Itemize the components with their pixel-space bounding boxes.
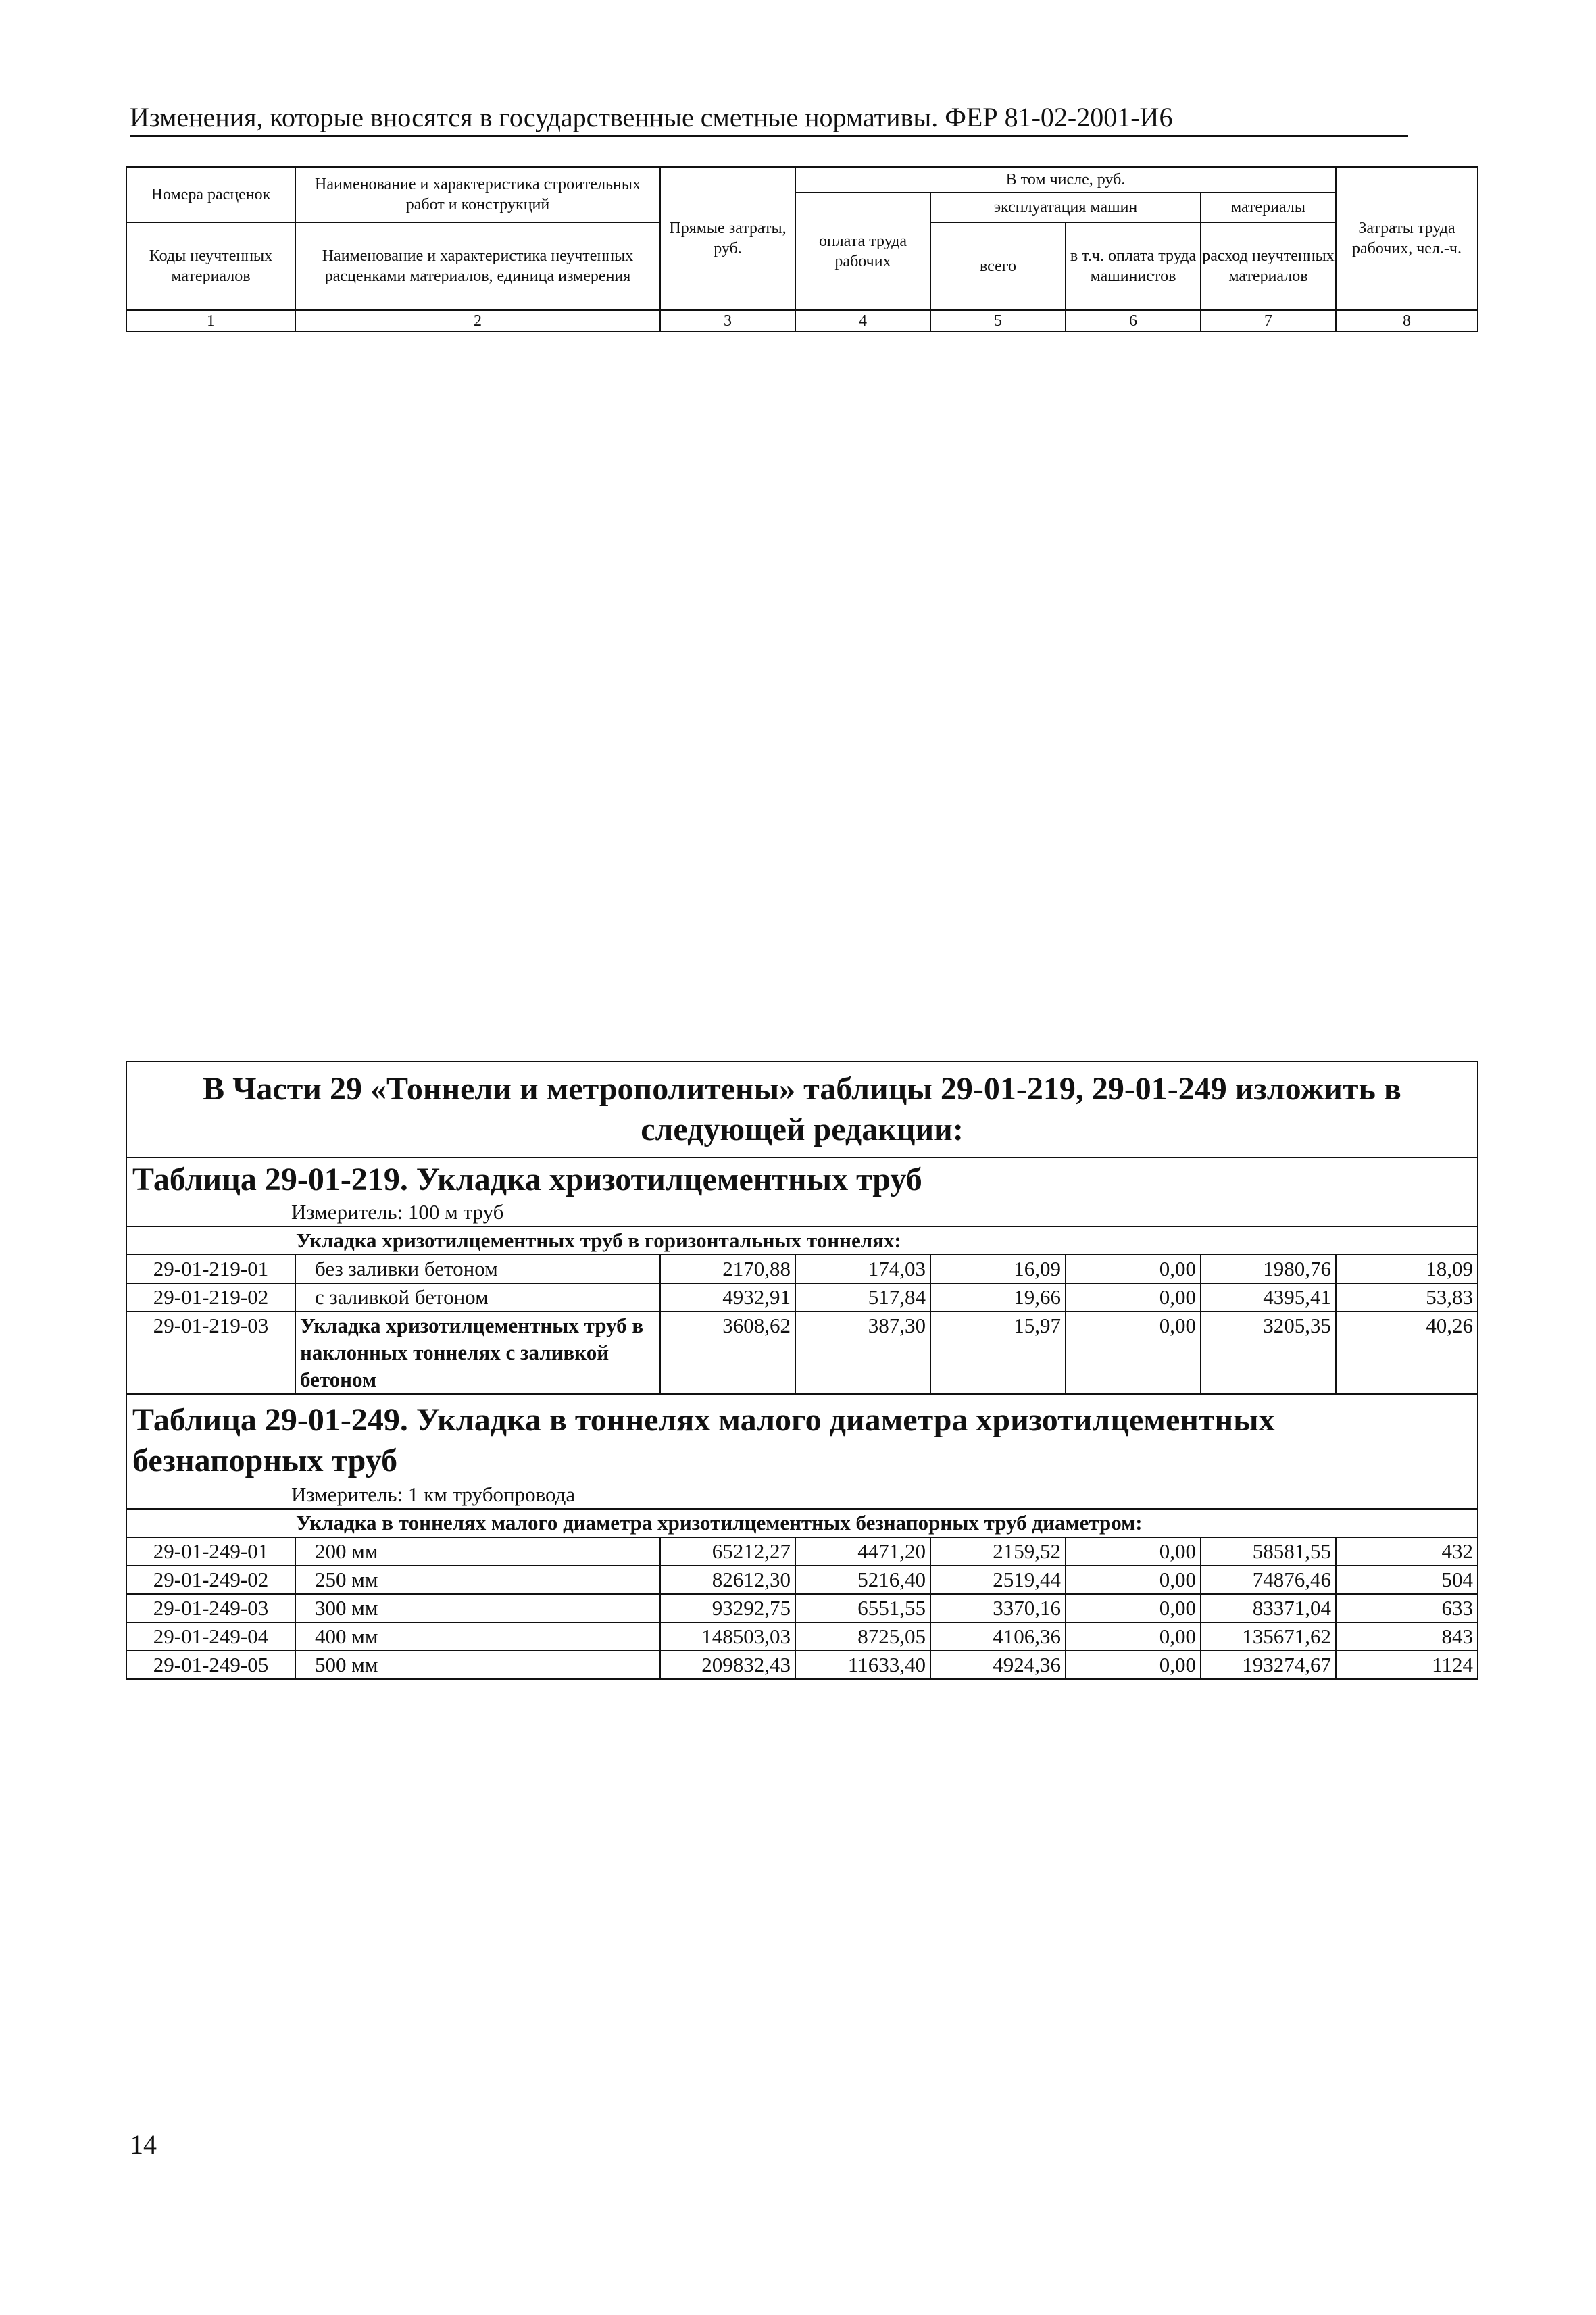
table-row [126, 1622, 1478, 1651]
materials: 3205,35 [1201, 1312, 1336, 1394]
rate-name: 250 мм [295, 1566, 660, 1594]
machinists-pay: 0,00 [1066, 1312, 1201, 1394]
labor-pay: 11633,40 [795, 1651, 930, 1679]
materials: 1980,76 [1201, 1255, 1336, 1283]
page-number: 14 [130, 2129, 157, 2160]
machinists-pay: 0,00 [1066, 1566, 1201, 1594]
main-table [126, 1061, 1478, 1680]
table-row [126, 1283, 1478, 1312]
direct-costs: 2170,88 [660, 1255, 795, 1283]
rate-name: 500 мм [295, 1651, 660, 1679]
machines-total: 19,66 [930, 1283, 1066, 1312]
table-row [126, 1537, 1478, 1566]
labor-hours: 843 [1336, 1622, 1478, 1651]
rate-code: 29-01-249-01 [126, 1537, 295, 1566]
rate-code: 29-01-219-01 [126, 1255, 295, 1283]
machines-total: 3370,16 [930, 1594, 1066, 1622]
table1-measure: Измеритель: 100 м труб [291, 1200, 504, 1224]
labor-pay: 6551,55 [795, 1594, 930, 1622]
direct-costs: 82612,30 [660, 1566, 795, 1594]
direct-costs: 65212,27 [660, 1537, 795, 1566]
col6-header: в т.ч. оплата труда машинистов [1066, 222, 1201, 310]
table-row [126, 1255, 1478, 1283]
materials: 193274,67 [1201, 1651, 1336, 1679]
col5-header: всего [930, 222, 1066, 310]
col2-top: Наименование и характеристика строительных работ и конструкций [295, 167, 660, 222]
labor-hours: 432 [1336, 1537, 1478, 1566]
machines-total: 4924,36 [930, 1651, 1066, 1679]
table2-measure: Измеритель: 1 км трубопровода [291, 1483, 576, 1506]
direct-costs: 209832,43 [660, 1651, 795, 1679]
col-number: 6 [1066, 310, 1201, 332]
materials: 74876,46 [1201, 1566, 1336, 1594]
labor-hours: 633 [1336, 1594, 1478, 1622]
col-number: 5 [930, 310, 1066, 332]
table-row [126, 1566, 1478, 1594]
rate-name: 300 мм [295, 1594, 660, 1622]
direct-costs: 148503,03 [660, 1622, 795, 1651]
labor-pay: 5216,40 [795, 1566, 930, 1594]
labor-pay: 517,84 [795, 1283, 930, 1312]
direct-costs: 3608,62 [660, 1312, 795, 1394]
table2-title-cell [126, 1394, 1478, 1509]
rate-code: 29-01-249-04 [126, 1622, 295, 1651]
col2-bottom: Наименование и характеристика неучтенных расценками материалов, единица измерения [295, 222, 660, 310]
col-number: 2 [295, 310, 660, 332]
table1-title: Таблица 29-01-219. Укладка хризотилцементных труб [132, 1162, 922, 1197]
materials: 4395,41 [1201, 1283, 1336, 1312]
labor-pay: 8725,05 [795, 1622, 930, 1651]
col4-header: оплата труда рабочих [795, 193, 930, 310]
materials: 83371,04 [1201, 1594, 1336, 1622]
rate-name: Укладка хризотилцементных труб в наклонных тоннелях с заливкой бетоном [295, 1312, 660, 1394]
table-row [126, 1312, 1478, 1394]
table1-title-cell [126, 1158, 1478, 1226]
col-number: 4 [795, 310, 930, 332]
rate-code: 29-01-249-02 [126, 1566, 295, 1594]
rate-name: 400 мм [295, 1622, 660, 1651]
col1-bottom: Коды неучтенных материалов [126, 222, 295, 310]
col-number: 8 [1336, 310, 1478, 332]
rate-name: без заливки бетоном [295, 1255, 660, 1283]
machinists-pay: 0,00 [1066, 1537, 1201, 1566]
machines-total: 2159,52 [930, 1537, 1066, 1566]
machines-header: эксплуатация машин [930, 193, 1201, 222]
table2-subhead: Укладка в тоннелях малого диаметра хризотилцементных безнапорных труб диаметром: [126, 1509, 1478, 1537]
col7-header: расход неучтенных материалов [1201, 222, 1336, 310]
machinists-pay: 0,00 [1066, 1622, 1201, 1651]
labor-pay: 4471,20 [795, 1537, 930, 1566]
col3-header: Прямые затраты, руб. [660, 167, 795, 310]
table2-title: Таблица 29-01-249. Укладка в тоннелях малого диаметра хризотилцементных безнапорных труб [132, 1402, 1275, 1478]
materials-header: материалы [1201, 193, 1336, 222]
rate-name: с заливкой бетоном [295, 1283, 660, 1312]
page-header: Изменения, которые вносятся в государственные сметные нормативы. ФЕР 81-02-2001-И6 [130, 100, 1408, 137]
table1-subhead: Укладка хризотилцементных труб в горизонтальных тоннелях: [126, 1226, 1478, 1255]
section-intro: В Части 29 «Тоннели и метрополитены» таблицы 29-01-219, 29-01-249 изложить в следующей редакции: [126, 1062, 1478, 1158]
labor-pay: 174,03 [795, 1255, 930, 1283]
machines-total: 15,97 [930, 1312, 1066, 1394]
col-number: 7 [1201, 310, 1336, 332]
rate-name: 200 мм [295, 1537, 660, 1566]
table-row [126, 1651, 1478, 1679]
col-number: 3 [660, 310, 795, 332]
col-number: 1 [126, 310, 295, 332]
labor-hours: 40,26 [1336, 1312, 1478, 1394]
direct-costs: 4932,91 [660, 1283, 795, 1312]
col8-header: Затраты труда рабочих, чел.-ч. [1336, 167, 1478, 310]
materials: 58581,55 [1201, 1537, 1336, 1566]
rate-code: 29-01-219-02 [126, 1283, 295, 1312]
column-header-table [126, 166, 1478, 332]
col1-top: Номера расценок [126, 167, 295, 222]
machines-total: 4106,36 [930, 1622, 1066, 1651]
machinists-pay: 0,00 [1066, 1651, 1201, 1679]
rate-code: 29-01-249-05 [126, 1651, 295, 1679]
labor-hours: 53,83 [1336, 1283, 1478, 1312]
rate-code: 29-01-249-03 [126, 1594, 295, 1622]
table-row [126, 1594, 1478, 1622]
materials: 135671,62 [1201, 1622, 1336, 1651]
machines-total: 2519,44 [930, 1566, 1066, 1594]
labor-hours: 504 [1336, 1566, 1478, 1594]
labor-pay: 387,30 [795, 1312, 930, 1394]
machinists-pay: 0,00 [1066, 1594, 1201, 1622]
direct-costs: 93292,75 [660, 1594, 795, 1622]
labor-hours: 1124 [1336, 1651, 1478, 1679]
machinists-pay: 0,00 [1066, 1255, 1201, 1283]
labor-hours: 18,09 [1336, 1255, 1478, 1283]
group-header: В том числе, руб. [795, 167, 1336, 193]
machines-total: 16,09 [930, 1255, 1066, 1283]
machinists-pay: 0,00 [1066, 1283, 1201, 1312]
rate-code: 29-01-219-03 [126, 1312, 295, 1394]
